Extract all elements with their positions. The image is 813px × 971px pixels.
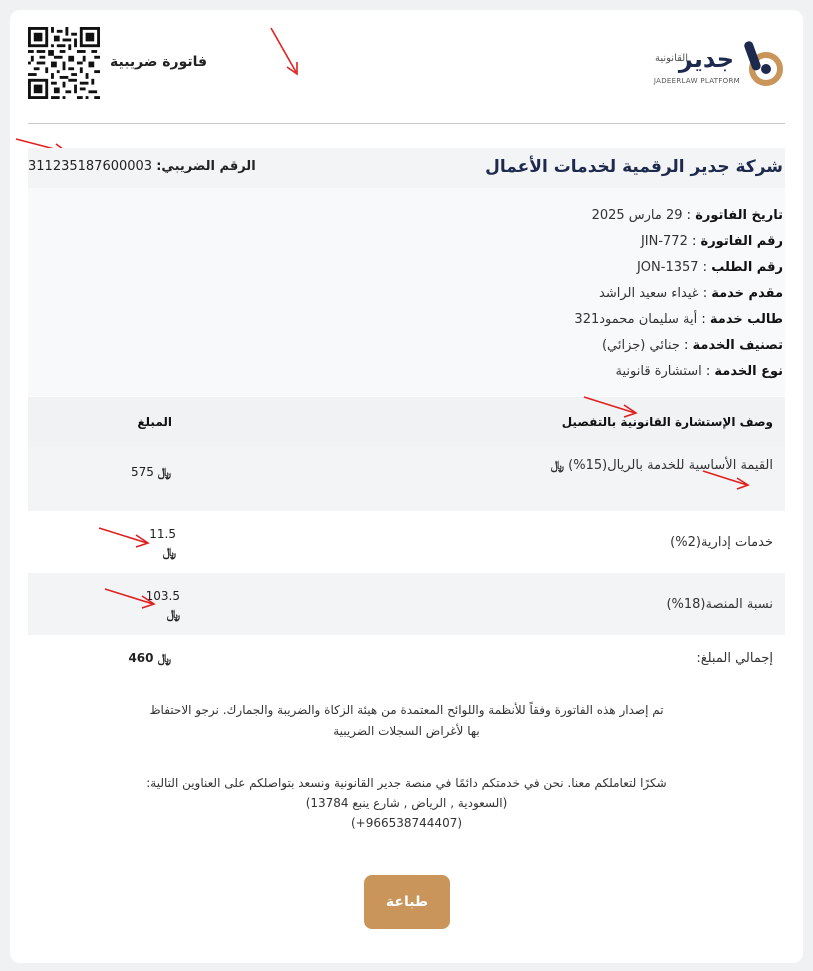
detail-type: نوع الخدمة : استشارة قانونية bbox=[615, 364, 783, 379]
table-header bbox=[28, 397, 785, 447]
row-amount: 575 ﷼ bbox=[130, 465, 171, 479]
company-band bbox=[28, 148, 785, 188]
table-row bbox=[28, 447, 785, 511]
tax-label: الرقم الضريبي: bbox=[156, 159, 256, 174]
detail-provider: مقدم خدمة : غيداء سعيد الراشد bbox=[599, 286, 783, 301]
row-desc: خدمات إدارية(2%) bbox=[670, 535, 773, 550]
detail-invoice-number: رقم الفاتورة : JIN-772 bbox=[640, 234, 783, 249]
table-total-row bbox=[28, 635, 785, 681]
tax-number: 311235187600003 bbox=[28, 159, 153, 174]
detail-category: تصنيف الخدمة : جنائي (جزائي) bbox=[601, 338, 783, 353]
row-amount: 103.5 ﷼ bbox=[145, 589, 180, 621]
logo-english: JADEERLAW PLATFORM bbox=[653, 77, 740, 85]
address-line: (السعودية , الرياض , شارع ينبع 13784) bbox=[305, 796, 508, 810]
thanks-line: شكرًا لتعاملكم معنا. نحن في خدمتكم دائمًا في منصة جدير القانونية ونسعد بتواصلكم على العناوين التالية: bbox=[146, 776, 667, 790]
thanks-message bbox=[50, 773, 763, 833]
annotation-arrow-icon bbox=[265, 24, 305, 79]
col-description: وصف الإستشارة القانونية بالتفصيل bbox=[561, 415, 773, 429]
company-logo bbox=[644, 33, 784, 93]
row-desc: القيمة الأساسية للخدمة بالريال(15%) ﷼ bbox=[550, 458, 773, 473]
row-desc: نسبة المنصة(18%) bbox=[666, 597, 773, 612]
logo-mark-icon bbox=[742, 39, 784, 89]
annotation-arrow-icon bbox=[700, 468, 752, 492]
tax-notice bbox=[70, 700, 743, 742]
total-label: إجمالي المبلغ: bbox=[696, 651, 773, 666]
total-amount: 460 ﷼ bbox=[128, 651, 171, 665]
detail-requester: طالب خدمة : أية سليمان محمود321 bbox=[574, 312, 783, 327]
phone-line: (966538744407+) bbox=[350, 816, 463, 830]
print-button[interactable]: طباعة bbox=[364, 875, 450, 929]
header-divider bbox=[28, 123, 785, 124]
company-name: شركة جدير الرقمية لخدمات الأعمال bbox=[485, 157, 783, 177]
col-amount: المبلغ bbox=[137, 415, 172, 429]
invoice-title: فاتورة ضريبية bbox=[110, 54, 208, 70]
logo-subtitle: القانونية bbox=[654, 53, 688, 64]
logo-name: جدير bbox=[678, 45, 734, 73]
invoice-card bbox=[10, 10, 803, 963]
invoice-details bbox=[28, 188, 785, 396]
annotation-arrow-icon bbox=[580, 394, 640, 420]
notice-line: تم إصدار هذه الفاتورة وفقاً للأنظمة واللوائح المعتمدة من هيئة الزكاة والضريبة والجمارك. نرجو الاحتفاظ bbox=[149, 703, 664, 717]
detail-invoice-date: تاريخ الفاتورة : 29 مارس 2025 bbox=[591, 208, 783, 223]
annotation-arrow-icon bbox=[102, 586, 158, 610]
detail-order-number: رقم الطلب : JON-1357 bbox=[636, 260, 783, 275]
tax-number-line bbox=[28, 159, 256, 174]
row-amount: 11.5 ﷼ bbox=[149, 527, 176, 559]
qr-code-icon bbox=[28, 27, 100, 99]
annotation-arrow-icon bbox=[96, 525, 152, 549]
notice-line: بها لأغراض السجلات الضريبية bbox=[333, 724, 480, 738]
